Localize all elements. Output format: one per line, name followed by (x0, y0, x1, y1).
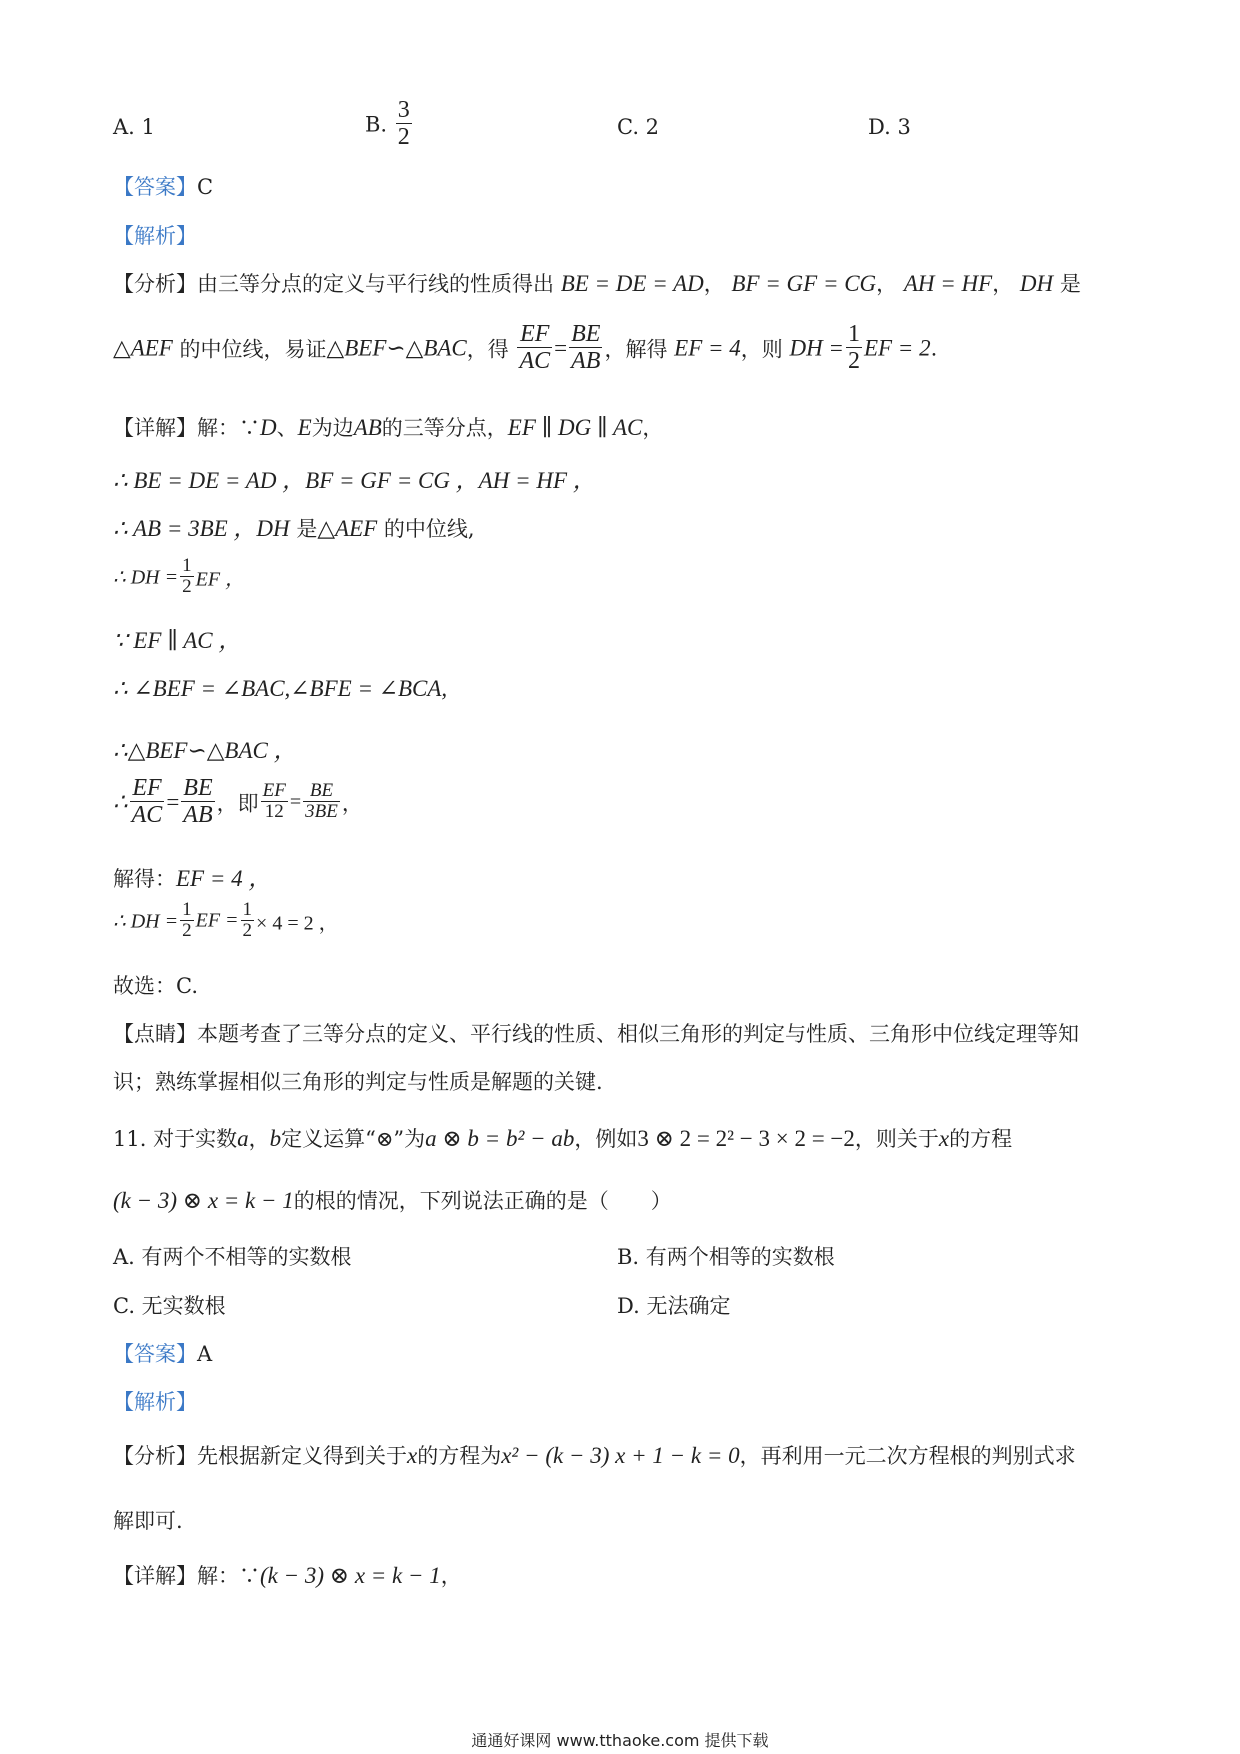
text: 为边 (311, 416, 354, 440)
q10-analysis-line1 (113, 268, 1081, 298)
q11-analysis-line1 (113, 1440, 1076, 1470)
text: 解得： (113, 867, 176, 891)
q10-answer (113, 171, 213, 201)
q11-stem-line1 (113, 1123, 1012, 1153)
text: ，解得 (604, 337, 668, 362)
numerator: BE (183, 775, 213, 801)
answer-value: C (197, 175, 214, 199)
comment-tag: 【点睛】 (113, 1022, 197, 1046)
math: DH (1019, 271, 1054, 296)
q11-jiexi-tag: 【解析】 (113, 1390, 197, 1414)
sep: ， (703, 272, 725, 296)
text: 是 (296, 517, 318, 541)
text: ，即 (216, 791, 259, 816)
denominator: AC (519, 348, 551, 375)
text: 11. 对于实数 (113, 1127, 238, 1151)
text: ，得 (466, 337, 509, 362)
fraction (261, 781, 288, 823)
text: ， (341, 791, 363, 816)
option-b-numerator: 3 (397, 97, 410, 123)
q10-solution-line11: 故选：C. (113, 974, 198, 998)
text: ， (440, 1564, 462, 1588)
numerator: BE (571, 321, 601, 347)
text: 的中位线，易证 (179, 337, 327, 362)
q10-jiexi-tag: 【解析】 (113, 224, 197, 248)
fraction (846, 322, 862, 375)
q10-solution-line3 (113, 510, 475, 543)
math: AB (353, 415, 382, 440)
option-b-prefix: B. (365, 112, 388, 137)
math: EF = 4 ， (176, 866, 272, 891)
math: △AEF (317, 516, 378, 541)
math: BF = GF = CG (731, 271, 877, 296)
text: ， (642, 416, 664, 440)
equals: = (289, 790, 302, 813)
math: a ⊗ b = b² − ab (425, 1126, 575, 1151)
numerator: EF (262, 780, 286, 802)
q10-comment-line2: 识；熟练掌握相似三角形的判定与性质是解题的关键. (113, 1070, 603, 1094)
numerator: 1 (847, 321, 860, 347)
answer-value: A (197, 1342, 213, 1366)
math: (k − 3) ⊗ x = k − 1 (260, 1563, 441, 1588)
solution-tag: 【详解】 (113, 1564, 197, 1588)
text: ，则 (740, 337, 783, 362)
q10-solution-line7: ∴△BEF∽△BAC ， (113, 738, 297, 763)
math: b (269, 1126, 282, 1151)
numerator: EF (130, 776, 165, 802)
q11-option-d: D. 无法确定 (617, 1294, 731, 1318)
q11-option-c: C. 无实数根 (113, 1294, 226, 1318)
text: 的三等分点， (381, 416, 508, 440)
text: 定义运算“⊗”为 (281, 1127, 426, 1151)
fraction (181, 776, 214, 829)
math: EF = 2 (863, 335, 931, 361)
fraction (569, 322, 602, 375)
option-d: D. 3 (868, 115, 911, 139)
math: EF = 4 (674, 335, 741, 361)
math: 3 ⊗ 2 = 2² − 3 × 2 = −2 (637, 1126, 855, 1151)
denominator: 3BE (305, 801, 338, 823)
math: ∴ DH = (113, 910, 179, 933)
math: △BEF∽△BAC (326, 335, 467, 361)
q10-solution-line4 (113, 556, 245, 598)
math: EF = (195, 909, 239, 932)
math: x (938, 1126, 950, 1151)
math: D (260, 415, 277, 440)
math: x² − (k − 3) x + 1 − k = 0 (501, 1443, 740, 1468)
math: △AEF (113, 335, 173, 361)
fraction (130, 776, 165, 829)
text: 的根的情况，下列说法正确的是（ ） (293, 1189, 672, 1213)
q11-analysis-line2: 解即可. (113, 1509, 183, 1533)
denominator: AB (571, 348, 601, 375)
math: BE = DE = AD (560, 271, 704, 296)
option-a: A. 1 (113, 115, 155, 139)
text: 的方程 (949, 1127, 1013, 1151)
q11-option-b: B. 有两个相等的实数根 (617, 1245, 835, 1269)
solution-tag: 【详解】 (113, 416, 197, 440)
q10-comment-line1 (113, 1018, 1079, 1048)
fraction (303, 781, 340, 823)
equals: = (166, 789, 180, 815)
text: 的中位线, (383, 517, 475, 541)
text: 本题考查了三等分点的定义、平行线的性质、相似三角形的判定与性质、三角形中位线定理等知 (197, 1022, 1079, 1046)
q10-solution-line1 (113, 412, 663, 442)
math: DH = (789, 335, 844, 361)
q10-solution-line9 (113, 860, 271, 893)
fraction (517, 322, 552, 375)
q10-solution-line6: ∴ ∠BEF = ∠BAC,∠BFE = ∠BCA, (113, 676, 448, 701)
option-c: C. 2 (617, 115, 660, 139)
therefore: ∴ (113, 789, 128, 815)
denominator: 2 (242, 919, 253, 941)
fraction (180, 900, 194, 942)
footer: 通通好课网 www.tthaoke.com 提供下载 (471, 1731, 769, 1750)
q11-answer (113, 1338, 212, 1368)
math: AH = HF (903, 271, 993, 296)
denominator: 2 (182, 919, 192, 941)
fraction (241, 900, 255, 942)
option-b-fraction (396, 98, 412, 151)
math: E (297, 415, 312, 440)
text: ，则关于 (854, 1127, 939, 1151)
math: a (237, 1126, 249, 1151)
math: × 4 = 2 ， (256, 912, 339, 935)
math: ∴ DH = (113, 566, 179, 589)
q11-solution-line1 (113, 1560, 462, 1590)
denominator: AC (131, 802, 163, 829)
numerator: EF (517, 322, 552, 348)
denominator: AB (183, 802, 213, 829)
math: EF ∥ DG ∥ AC (507, 415, 643, 440)
numerator: 1 (242, 899, 253, 920)
option-b-denominator: 2 (397, 124, 410, 151)
denominator: 2 (847, 348, 860, 375)
text: 的方程为 (417, 1444, 502, 1468)
text: ，再利用一元二次方程根的判别式求 (739, 1444, 1076, 1468)
q10-solution-line5: ∵ EF ∥ AC ， (113, 628, 242, 653)
denominator: 12 (264, 801, 284, 823)
numerator: 1 (182, 899, 192, 920)
q10-solution-line2: ∴ BE = DE = AD ，BF = GF = CG ，AH = HF ， (113, 468, 596, 493)
sep: ， (876, 272, 898, 296)
text: ， (248, 1127, 270, 1151)
answer-tag: 【答案】 (113, 175, 197, 199)
analysis-tag: 【分析】 (113, 1444, 197, 1468)
analysis-tag: 【分析】 (113, 272, 197, 296)
equals: = (554, 335, 568, 361)
denominator: 2 (182, 575, 192, 597)
text: 先根据新定义得到关于 (197, 1444, 407, 1468)
numerator: BE (303, 781, 340, 802)
text: ，例如 (574, 1127, 638, 1151)
math: (k − 3) ⊗ x = k − 1 (113, 1188, 294, 1213)
fraction (180, 556, 194, 598)
math: ∴ AB = 3BE ，DH (113, 516, 290, 541)
sep: ， (992, 272, 1014, 296)
math: x (407, 1443, 418, 1468)
option-b (365, 98, 414, 151)
analysis-text: 由三等分点的定义与平行线的性质得出 (197, 272, 554, 296)
math: EF ， (195, 568, 246, 591)
text: 、 (276, 416, 298, 440)
q10-solution-line10 (113, 900, 339, 942)
q10-solution-line8 (113, 776, 363, 829)
text: 解：∵ (197, 416, 260, 440)
q10-analysis-line2 (113, 322, 937, 375)
text: . (930, 336, 938, 361)
text: 是 (1059, 272, 1081, 296)
q11-stem-line2 (113, 1185, 672, 1215)
numerator: 1 (182, 555, 192, 576)
text: 解：∵ (197, 1564, 260, 1588)
answer-tag: 【答案】 (113, 1342, 197, 1366)
q11-option-a: A. 有两个不相等的实数根 (113, 1245, 352, 1269)
